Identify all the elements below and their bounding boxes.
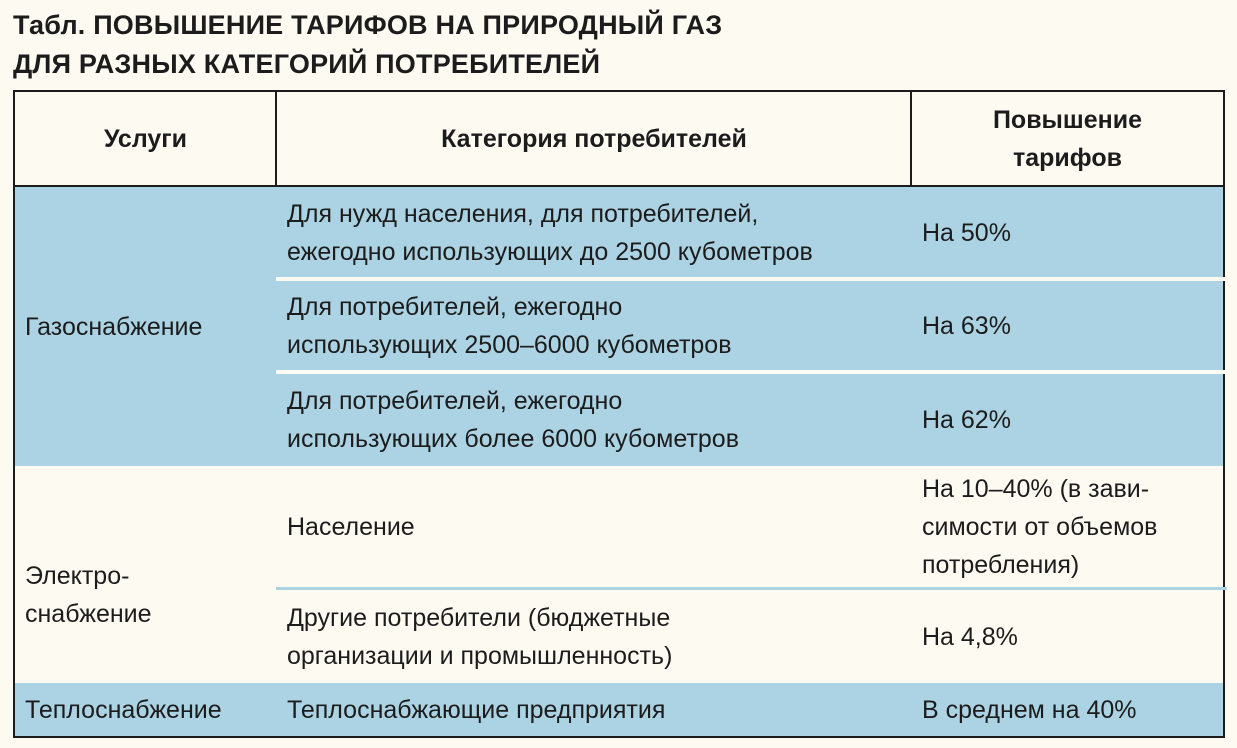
category-gas-2 (276, 281, 911, 371)
service-gas-label: Газоснабжение (25, 312, 203, 341)
increase-gas-3-value: На 62% (922, 406, 1011, 434)
increase-gas-2 (911, 281, 1223, 371)
increase-electricity-1-line2: симости от объемов (922, 512, 1158, 541)
category-gas-1-line1: Для нужд населения, для потребителей, (287, 199, 759, 228)
service-heat (15, 683, 276, 736)
table-title (13, 6, 1223, 84)
category-gas-2-line1: Для потребителей, ежегодно (287, 293, 623, 321)
tariff-table (13, 90, 1225, 738)
service-gas (15, 187, 276, 466)
increase-electricity-2 (911, 590, 1223, 683)
category-gas-3-line1: Для потребителей, ежегодно (287, 387, 623, 415)
service-electricity (15, 466, 276, 683)
service-heat-label: Теплоснабжение (25, 695, 222, 724)
increase-heat-value: В среднем на 40% (922, 695, 1137, 724)
header-divider-1 (275, 92, 277, 185)
category-gas-2-line2: использующих 2500–6000 кубометров (287, 331, 732, 359)
category-gas-1 (276, 187, 911, 278)
category-gas-3 (276, 374, 911, 466)
increase-gas-1 (911, 187, 1223, 278)
service-electricity-line2: снабжение (25, 599, 152, 628)
increase-electricity-2-value: На 4,8% (922, 622, 1018, 651)
table-title-line2: ДЛЯ РАЗНЫХ КАТЕГОРИЙ ПОТРЕБИТЕЛЕЙ (13, 49, 601, 79)
category-gas-1-line2: ежегодно использующих до 2500 кубометров (287, 237, 813, 266)
category-electricity-1-line1: Население (287, 512, 415, 541)
header-service-label: Услуги (103, 124, 188, 153)
category-gas-3-line2: использующих более 6000 кубометров (287, 425, 739, 453)
header-service (15, 92, 276, 185)
service-electricity-line1: Электро- (25, 561, 130, 590)
increase-gas-3 (911, 374, 1223, 466)
category-electricity-2-line2: организации и промышленность) (287, 641, 673, 670)
category-electricity-2 (276, 590, 911, 683)
header-increase (912, 92, 1223, 185)
increase-gas-2-value: На 63% (922, 312, 1011, 340)
header-category (277, 92, 911, 185)
increase-heat (911, 683, 1223, 736)
header-category-label: Категория потребителей (441, 124, 747, 153)
category-heat-line1: Теплоснабжающие предприятия (287, 695, 666, 724)
category-electricity-1 (276, 466, 911, 587)
category-electricity-2-line1: Другие потребители (бюджетные (287, 603, 671, 632)
header-divider-2 (910, 92, 912, 185)
table-title-line1: Табл. ПОВЫШЕНИЕ ТАРИФОВ НА ПРИРОДНЫЙ ГАЗ (13, 10, 723, 40)
category-heat (276, 683, 911, 736)
header-increase-line2: тарифов (1013, 143, 1122, 172)
increase-electricity-1-line3: потребления) (922, 550, 1080, 579)
increase-electricity-1-line1: На 10–40% (в зави- (922, 474, 1150, 503)
increase-gas-1-value: На 50% (922, 218, 1011, 247)
increase-electricity-1 (911, 466, 1223, 587)
header-increase-line1: Повышение (992, 105, 1143, 134)
